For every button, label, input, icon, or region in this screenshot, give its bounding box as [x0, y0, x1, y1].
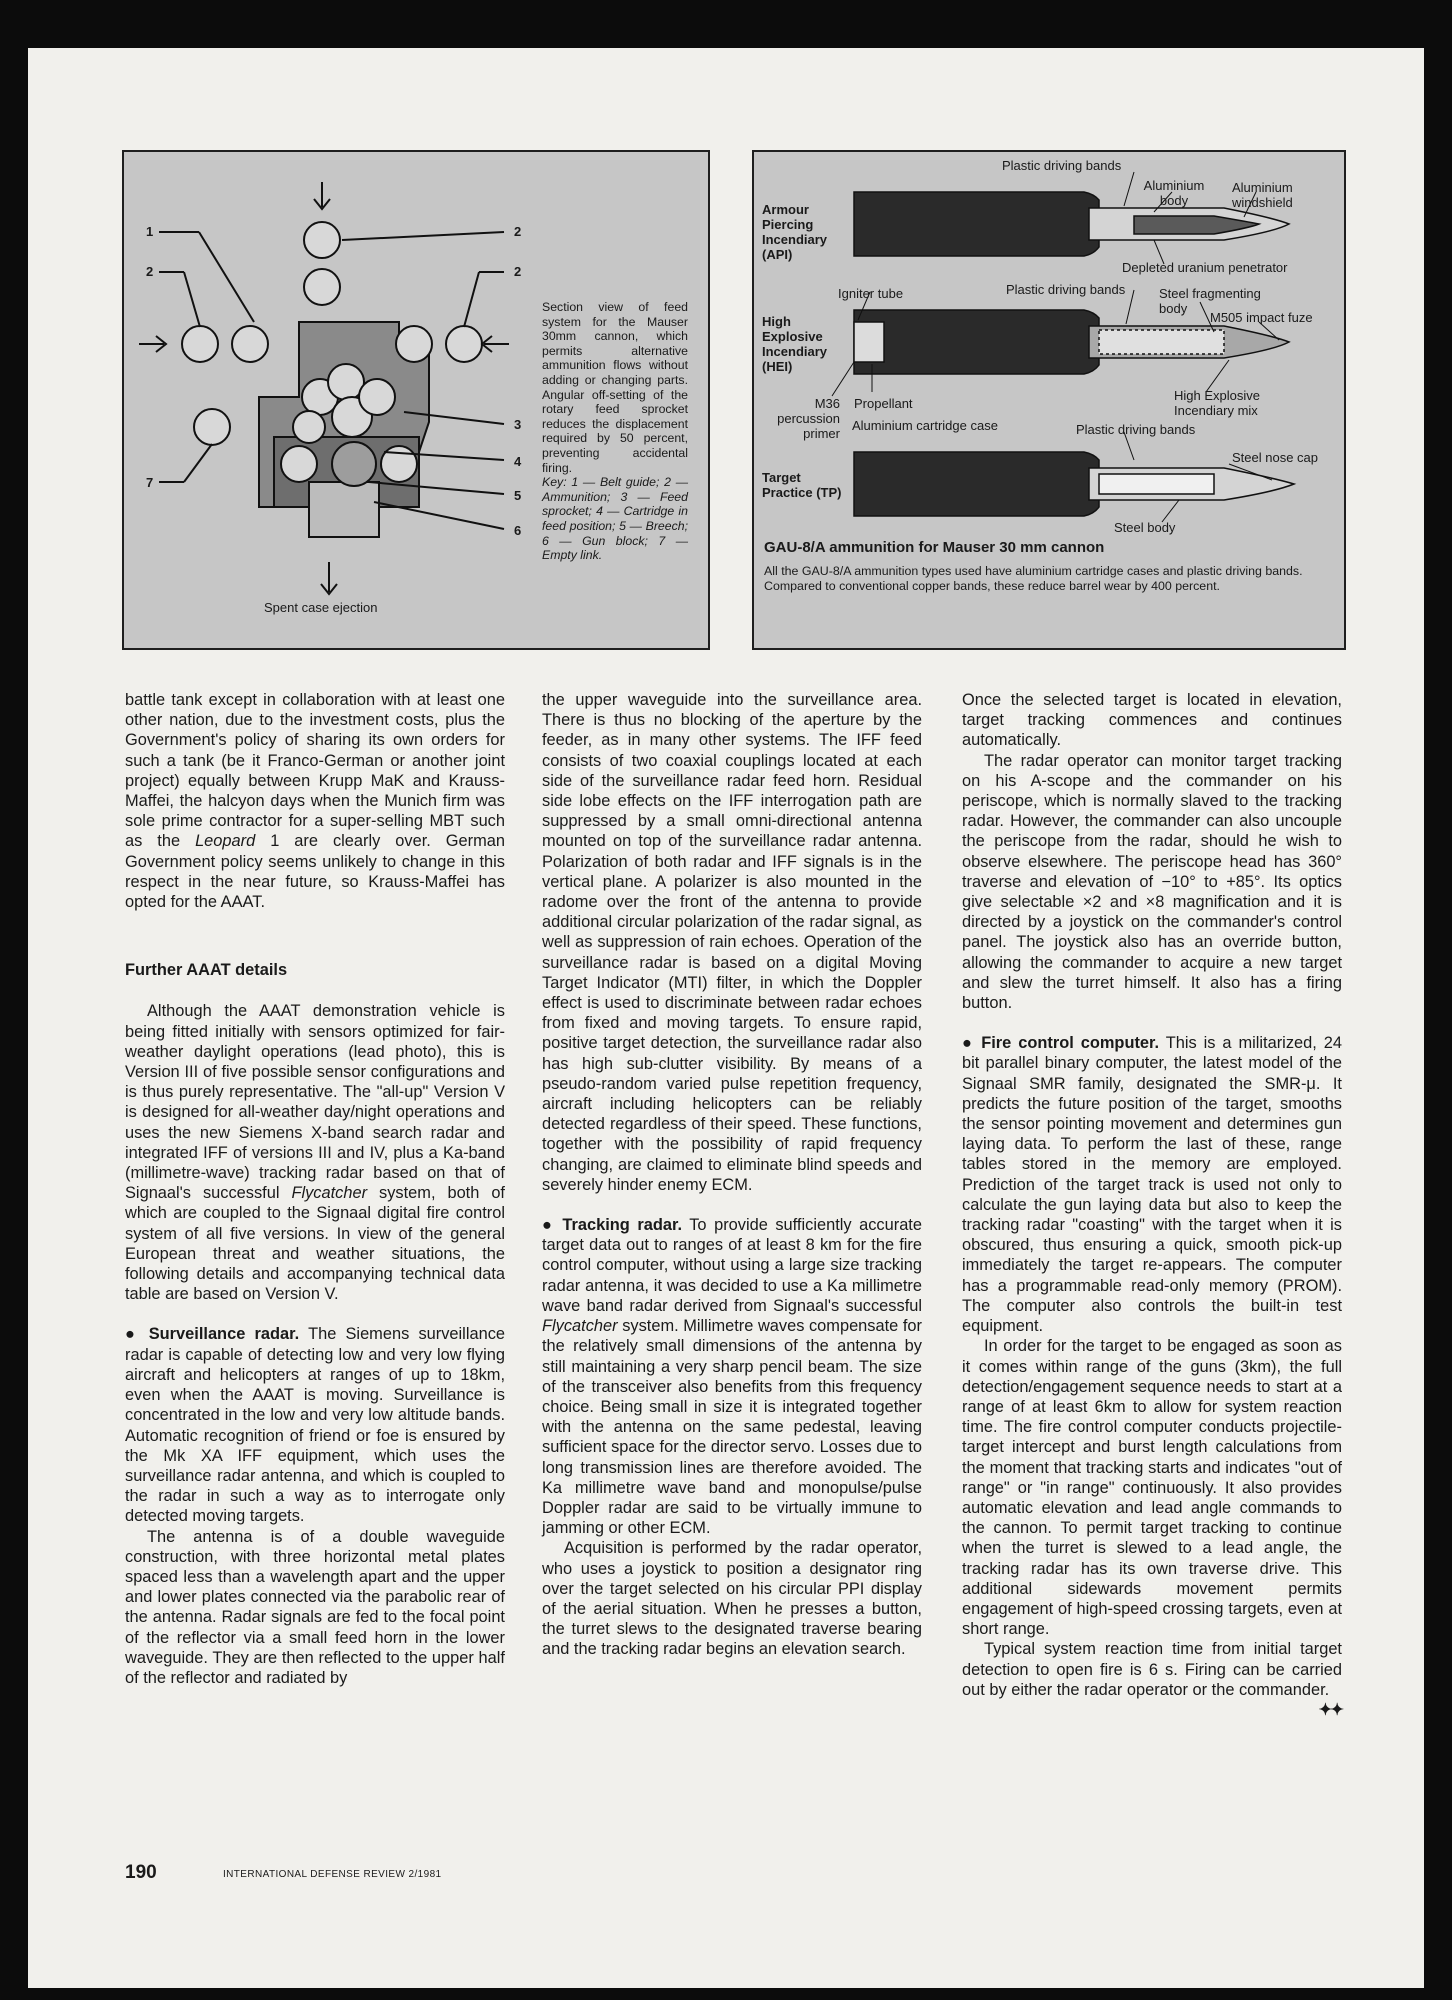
- label-hei-mix: High Explosive Incendiary mix: [1174, 388, 1260, 418]
- label-aluminium-body: Aluminium body: [1143, 178, 1205, 208]
- col3-paragraph-2: The radar operator can monitor target tracking on his A-scope and the commander on his periscope, which is normally slaved to the tracking radar. However, the commander can also uncouple the periscope from the radar, should he wish to observe elsewhere. The periscope head has 360° traverse and elevation of −10° to +85°. Its optics give selectable ×2 and ×8 magnification and it is directed by a joystick on the commander's control panel. The joystick also has an override button, allowing the commander to acquire a new target and slew the turret himself. It also has a firing button.: [962, 751, 1342, 1013]
- label-plastic-bands-3: Plastic driving bands: [1076, 422, 1196, 437]
- col3-paragraph-1: Once the selected target is located in elevation, target tracking commences and continues automatically.: [962, 691, 1342, 750]
- label-plastic-bands-2: Plastic driving bands: [1006, 282, 1126, 297]
- label-m36: M36 percussion primer: [777, 396, 840, 441]
- ammunition-title: GAU-8/A ammunition for Mauser 30 mm cannon: [764, 539, 1105, 556]
- label-plastic-bands-1: Plastic driving bands: [1002, 158, 1122, 173]
- label-steel-nose-cap: Steel nose cap: [1232, 450, 1319, 465]
- col2-paragraph-2: ● Tracking radar. To provide sufficiently accurate target data out to ranges of at least 8 km for the fire control computer, without using a large size tracking radar antenna, it was decided to use a Ka millimetre wave band radar derived from Signaal's successful Flycatcher system. Millimetre waves compensate for the relatively small dimensions of the antenna by still maintaining a very sharp pencil beam. The size of the transceiver also benefits from this frequency choice. Being small in size it is integrated together with the antenna on the same pedestal, leaving sufficient space for the director servo. Losses due to long transmission lines are therefore avoided. The Ka millimetre wave band and monopulse/pulse Doppler radar are said to be virtually immune to jamming or other ECM.: [542, 1216, 922, 1538]
- callout-2c: 2: [514, 264, 522, 279]
- col1-paragraph-4: The antenna is of a double waveguide construction, with three horizontal metal plates spaced less than a wavelength apart and the upper and lower plates connected via the parabolic rear of the antenna. Radar signals are fed to the focal point of the reflector via a small feed horn in the lower waveguide. They are then reflected to the upper half of the reflector and radiated by: [125, 1527, 505, 1687]
- label-aluminium-windshield: Aluminium windshield: [1232, 180, 1293, 210]
- col3-paragraph-5: Typical system reaction time from initial target detection to open fire is 6 s. Firing can be carried out by either the radar operator or the commander. ✦✦: [962, 1640, 1342, 1719]
- col1-paragraph-2: Although the AAAT demonstration vehicle is being fitted initially with sensors optimized for fair-weather daylight operations (lead photo), this is Version III of five possible sensor configurations and is thus purely representative. The "all-up" Version V is designed for all-weather day/night operations and uses the new Siemens X-band search radar and integrated IFF of versions III and IV, plus a Ka-band (millimetre-wave) tracking radar based on that of Signaal's successful Flycatcher system, both of which are coupled to the Signaal digital fire control system of all five versions. In view of the general European threat and weather situations, the following details and accompanying technical data table are based on Version V.: [125, 1002, 505, 1304]
- col2-paragraph-1: the upper waveguide into the surveillance area. There is thus no blocking of the aperture by the feeder, as in many other systems. The IFF feed consists of two coaxial couplings located at each side of the surveillance radar feed horn. Residual side lobe effects on the IFF interrogation path are suppressed by a small omni-directional antenna mounted on top of the surveillance radar antenna. Polarization of both radar and IFF signals is in the vertical plane. A polarizer is also mounted in the radome over the front of the antenna to provide additional circular polarization of the radar signal, as well as suppression of rain echoes. Operation of the surveillance radar is based on a digital Moving Target Indicator (MTI) filter, in which the Doppler effect is used to discriminate between radar echoes from fixed and moving targets. To ensure rapid, positive target detection, the surveillance radar also has high sub-clutter visibility. By means of a pseudo-random varied pulse repetition frequency, aircraft including helicopters can be reliably detected regardless of their speed. These functions, together with the possibility of rapid frequency changing, are claimed to eliminate blind speeds and severely hinder enemy ECM.: [542, 691, 922, 1194]
- col1-paragraph-3: ● Surveillance radar. The Siemens surveillance radar is capable of detecting low and very low flying aircraft and helicopters at ranges of up to 18km, even when the AAAT is moving. Surveillance is concentrated in the low and very low altitude bands. Automatic recognition of friend or foe is ensured by the Mk XA IFF equipment, which uses the surveillance radar antenna, and which is coupled to the radar in such a way as to interrogate only detected moving targets.: [125, 1325, 506, 1526]
- label-depleted-uranium: Depleted uranium penetrator: [1122, 260, 1288, 275]
- tp-label: Target Practice (TP): [762, 470, 842, 500]
- label-steel-fragmenting: Steel fragmenting body: [1159, 286, 1261, 316]
- callout-1: 1: [146, 224, 154, 239]
- col3-paragraph-3: ● Fire control computer. This is a militarized, 24 bit parallel binary computer, the latest model of the Signaal SMR family, designated the SMR-μ. It predicts the future position of the target, smooths the sensor pointing movement and determines gun laying data. To perform the last of these, range tables stored in the memory are employed. Prediction of the target track is used not only to calculate the gun laying data but also to keep the tracking radar "coasting" with the target when it is obscured, thus ensuring a quick, smooth pick-up immediately the target re-appears. The computer has a programmable read-only memory (PROM). The computer also controls the built-in test equipment.: [962, 1034, 1342, 1336]
- label-m505: M505 impact fuze: [1210, 310, 1313, 325]
- callout-6: 6: [514, 523, 522, 538]
- col2-paragraph-3: Acquisition is performed by the radar operator, who uses a joystick to position a designator ring over the target selected on his circular PPI display of the aerial situation. When he presses a button, the turret slews to the designated traverse bearing and the tracking radar begins an elevation search.: [542, 1539, 922, 1659]
- ammunition-caption: All the GAU-8/A ammunition types used have aluminium cartridge cases and plastic driving bands. Compared to conventional copper bands, these reduce barrel wear by 400 percent.: [764, 564, 1303, 593]
- col1-paragraph-1: battle tank except in collaboration with at least one other nation, due to the investment costs, plus the Government's policy of sharing its own orders for such a tank (be it Franco-German or another joint project) equally between Krupp MaK and Krauss-Maffei, the halcyon days when the Munich firm was sole prime contractor for a super-selling MBT such as the Leopard 1 are clearly over. German Government policy seems unlikely to change in this respect in the near future, so Krauss-Maffei has opted for the AAAT.: [125, 691, 505, 912]
- feed-system-caption: [542, 300, 688, 563]
- label-igniter-tube: Igniter tube: [838, 286, 904, 301]
- page-number: 190: [125, 1862, 157, 1883]
- column-2: [542, 690, 922, 1660]
- feed-system-diagram: [124, 152, 524, 648]
- hei-label: High Explosive Incendiary (HEI): [762, 314, 828, 374]
- callout-7: 7: [146, 475, 154, 490]
- callout-2a: 2: [146, 264, 154, 279]
- feed-caption-text: Section view of feed system for the Mauser 30mm cannon, which permits alternative ammunition flows without adding or changing parts. Angular off-setting of the rotary feed sprocket reduces the displacement required by 50 percent, preventing accidental firing.: [542, 300, 688, 475]
- api-label: Armour Piercing Incendiary (API): [762, 202, 828, 262]
- ammunition-figure: [752, 150, 1346, 650]
- label-propellant: Propellant: [854, 396, 913, 411]
- callout-4: 4: [514, 454, 522, 469]
- end-mark: ✦✦: [1318, 1700, 1342, 1719]
- section-heading: Further AAAT details: [125, 961, 288, 980]
- column-3: [962, 690, 1342, 1720]
- column-1: [125, 690, 505, 1688]
- label-steel-body: Steel body: [1114, 520, 1176, 535]
- callout-5: 5: [514, 488, 522, 503]
- feed-system-figure: [122, 150, 710, 650]
- spent-case-label: Spent case ejection: [264, 600, 378, 615]
- publication-name: INTERNATIONAL DEFENSE REVIEW 2/1981: [223, 1869, 442, 1880]
- label-aluminium-case: Aluminium cartridge case: [852, 418, 998, 433]
- col3-paragraph-4: In order for the target to be engaged as soon as it comes within range of the guns (3km), the full detection/engagement sequence needs to start at a range of at least 6km to allow for system reaction time. The fire control computer conducts projectile-target intercept and burst length calculations from the moment that tracking starts and indicates "out of range" or "in range" continuously. It also provides automatic elevation and lead angle commands to the cannon. To permit target tracking to continue when the turret is slewed to a lead angle, the tracking radar has its own traverse drive. This additional sidewards movement permits engagement of high-speed crossing targets, even at short range.: [962, 1337, 1342, 1639]
- callout-3: 3: [514, 417, 522, 432]
- feed-caption-key: Key: 1 — Belt guide; 2 — Ammunition; 3 — Feed sprocket; 4 — Cartridge in feed position; 5 — Breech; 6 — Gun block; 7 — Empty link.: [542, 475, 688, 563]
- callout-2b: 2: [514, 224, 522, 239]
